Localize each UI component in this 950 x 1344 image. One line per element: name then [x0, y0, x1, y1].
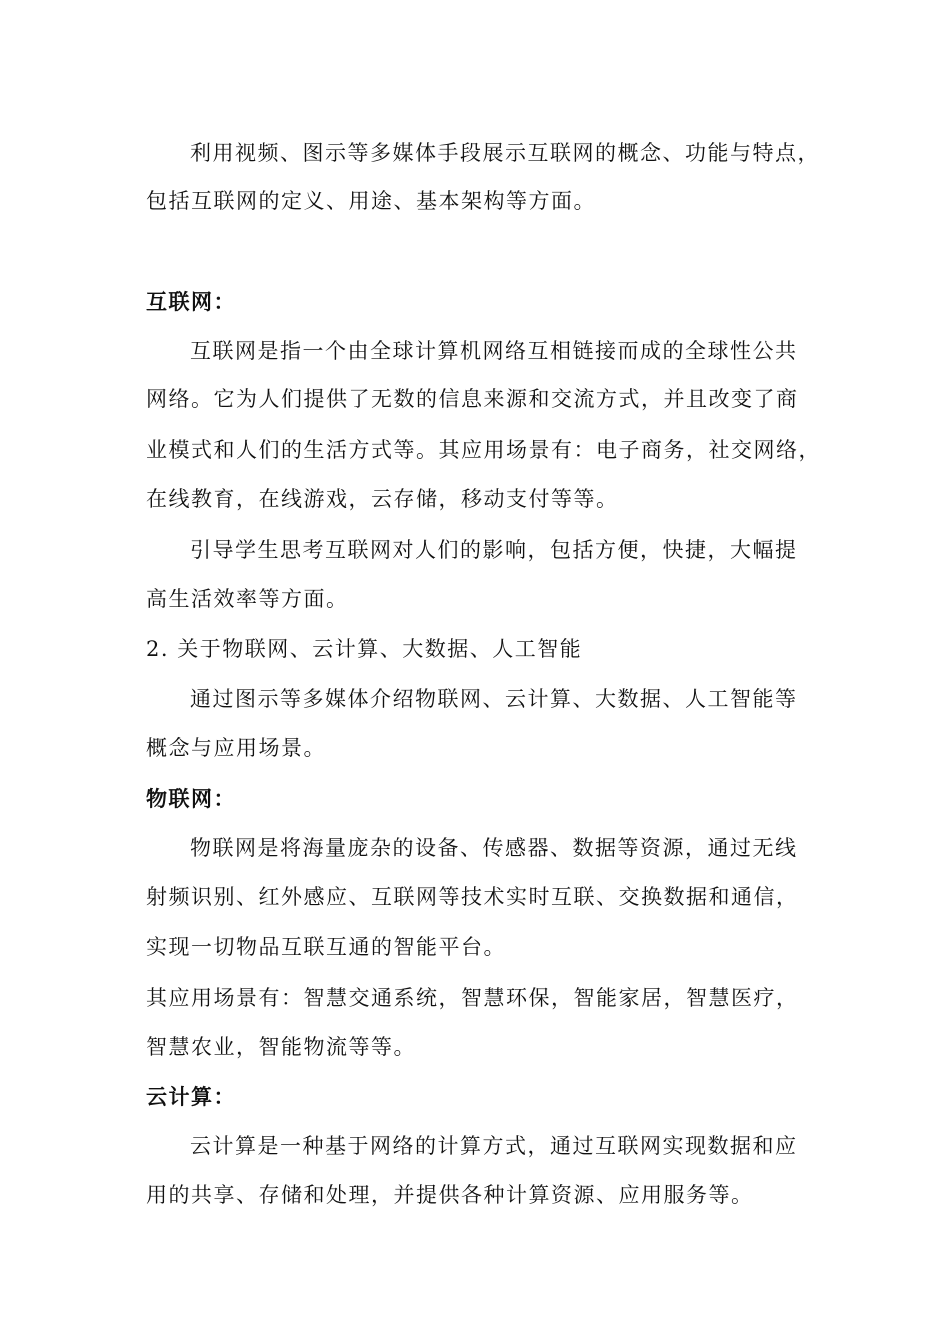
paragraph-internet-line-3: 业模式和人们的生活方式等。其应用场景有：电子商务，社交网络， [146, 438, 821, 462]
heading-internet: 互联网： [146, 290, 236, 314]
paragraph-internet-line-4: 在线教育，在线游戏，云存储，移动支付等等。 [146, 487, 619, 511]
paragraph-guide-line-2: 高生活效率等方面。 [146, 587, 349, 611]
paragraph-internet-line-2: 网络。它为人们提供了无数的信息来源和交流方式，并且改变了商 [146, 387, 799, 411]
paragraph-iot-apps-line-2: 智慧农业，智能物流等等。 [146, 1035, 416, 1059]
paragraph-internet-line-1: 互联网是指一个由全球计算机网络互相链接而成的全球性公共 [190, 339, 798, 363]
paragraph-intro2-line-1: 通过图示等多媒体介绍物联网、云计算、大数据、人工智能等 [190, 687, 798, 711]
paragraph-cloud-line-1: 云计算是一种基于网络的计算方式，通过互联网实现数据和应 [190, 1134, 798, 1158]
section-title-2: 2. 关于物联网、云计算、大数据、人工智能 [146, 637, 583, 661]
paragraph-iot-line-1: 物联网是将海量庞杂的设备、传感器、数据等资源，通过无线 [190, 836, 798, 860]
heading-iot: 物联网： [146, 787, 236, 811]
paragraph-intro-line-1: 利用视频、图示等多媒体手段展示互联网的概念、功能与特点， [190, 141, 820, 165]
paragraph-iot-line-3: 实现一切物品互联互通的智能平台。 [146, 935, 506, 959]
paragraph-guide-line-1: 引导学生思考互联网对人们的影响，包括方便，快捷，大幅提 [190, 538, 798, 562]
paragraph-iot-apps-line-1: 其应用场景有：智慧交通系统，智慧环保，智能家居，智慧医疗， [146, 986, 799, 1010]
paragraph-intro2-line-2: 概念与应用场景。 [146, 736, 326, 760]
paragraph-cloud-line-2: 用的共享、存储和处理，并提供各种计算资源、应用服务等。 [146, 1183, 754, 1207]
heading-cloud: 云计算： [146, 1085, 236, 1109]
paragraph-intro-line-2: 包括互联网的定义、用途、基本架构等方面。 [146, 189, 596, 213]
paragraph-iot-line-2: 射频识别、红外感应、互联网等技术实时互联、交换数据和通信， [146, 885, 799, 909]
